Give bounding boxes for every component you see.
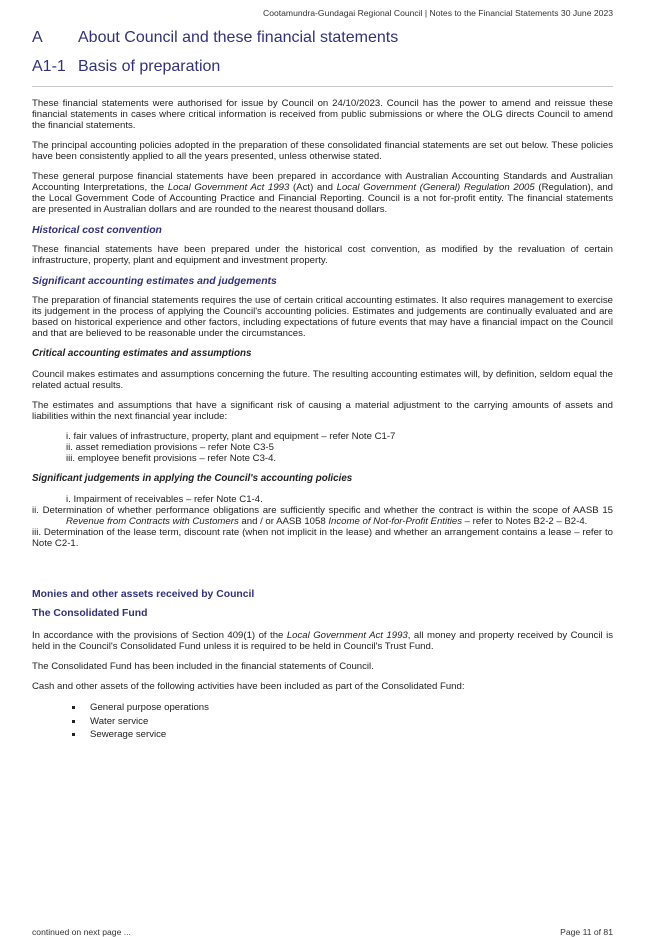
consolidated-fund-paragraph-3: Cash and other assets of the following activities have been included as part of the Consolidated Fund: — [32, 681, 465, 692]
judgements-list — [32, 494, 613, 549]
subsection-number: A1-1 — [32, 58, 66, 75]
text-run: (Act) and — [289, 182, 337, 193]
critical-estimates-list — [32, 431, 613, 464]
list-item-text: Water service — [90, 715, 149, 727]
section-number: A — [32, 29, 43, 46]
list-item: iii. Determination of the lease term, discount rate (when not implicit in the lease) and whether an arrangement contains a lease – refer to Note C2-1. — [32, 527, 613, 549]
consolidated-fund-paragraph-2: The Consolidated Fund has been included in the financial statements of Council. — [32, 661, 374, 672]
title-divider — [32, 86, 613, 87]
act-title: Local Government Act 1993 — [286, 630, 408, 641]
list-item — [32, 505, 613, 527]
spacer — [32, 558, 613, 588]
running-header: Cootamundra-Gundagai Regional Council | Notes to the Financial Statements 30 June 2023 — [262, 8, 613, 18]
estimates-paragraph: The preparation of financial statements requires the use of certain critical accounting estimates. It also requires management to exercise its judgement in the process of applying the Council's accounting policies. Estimates and judgements are continually evaluated and are based on historical experience and other factors, including expectations of future events that may have a financial impact on the Council and that are believed to be reasonable under the circumstances. — [32, 295, 613, 339]
list-item — [72, 715, 613, 729]
list-item-text: General purpose operations — [90, 702, 209, 713]
continued-note: continued on next page ... — [32, 927, 131, 937]
bullet-square-icon — [72, 720, 75, 723]
page — [32, 0, 613, 935]
critical-estimates-heading: Critical accounting estimates and assumptions — [32, 348, 252, 359]
critical-estimates-paragraph-1: Council makes estimates and assumptions concerning the future. The resulting accounting estimates will, by definition, seldom equal the related actual results. — [32, 369, 613, 391]
text-run: – refer to Notes B2-2 – B2-4. — [462, 516, 588, 527]
page-number: Page 11 of 81 — [560, 927, 613, 937]
text-run: ii. Determination of whether performance obligations are sufficiently specific and whether the contract is within the scope of AASB 15 — [32, 505, 613, 516]
bullet-square-icon — [72, 706, 75, 709]
consolidated-fund-paragraph-1 — [32, 630, 613, 652]
estimates-heading: Significant accounting estimates and judgements — [32, 276, 277, 287]
text-run: In accordance with the provisions of Section 409(1) of the — [32, 630, 287, 641]
list-item: i. Impairment of receivables – refer Note C1-4. — [66, 494, 263, 505]
text-run: (Regulation), and the Local Government Code of Accounting Practice and Financial Reporting. Council is a not for-profit entity. The financial statements are presented in Australian dollars and are rounded to the nearest thousand dollars. — [32, 182, 613, 215]
list-item — [72, 728, 613, 742]
text-run: These general purpose financial statements have been prepared in accordance with Australian Accounting Standards and Australian Accounting Interpretations, the — [32, 171, 613, 193]
text-run: and / or AASB 1058 — [238, 516, 329, 527]
authorisation-paragraph: These financial statements were authorised for issue by Council on 24/10/2023. Council has the power to amend and reissue these financial statements in cases where critical information is received from public submissions or where the OLG directs Council to amend the financial statements. — [32, 98, 613, 131]
list-item — [72, 701, 613, 715]
list-item: ii. asset remediation provisions – refer Note C3-5 — [66, 442, 274, 453]
regulation-title: Local Government (General) Regulation 2005 — [336, 182, 535, 193]
principal-policies-paragraph: The principal accounting policies adopted in the preparation of these consolidated financial statements are set out below. These policies have been consistently applied to all the years presented, unless otherwise stated. — [32, 140, 613, 162]
historical-cost-paragraph: These financial statements have been prepared under the historical cost convention, as modified by the revaluation of certain infrastructure, property, plant and equipment and investment property. — [32, 244, 613, 266]
significant-judgements-heading: Significant judgements in applying the Council's accounting policies — [32, 473, 353, 484]
list-item-text: Sewerage service — [90, 729, 167, 740]
content — [32, 98, 613, 742]
list-item: iii. employee benefit provisions – refer Note C3-4. — [66, 453, 277, 464]
subsection-title — [32, 58, 220, 76]
general-purpose-paragraph — [32, 171, 613, 215]
consolidated-fund-heading: The Consolidated Fund — [32, 608, 148, 619]
standard-title: Income of Not-for-Profit Entities — [328, 516, 463, 527]
standard-title: Revenue from Contracts with Customers — [66, 516, 239, 527]
act-title: Local Government Act 1993 — [167, 182, 290, 193]
bullet-square-icon — [72, 733, 75, 736]
section-title — [32, 29, 398, 47]
monies-heading: Monies and other assets received by Council — [32, 589, 255, 600]
critical-estimates-paragraph-2: The estimates and assumptions that have a significant risk of causing a material adjustment to the carrying amounts of assets and liabilities within the next financial year include: — [32, 400, 613, 422]
text-run: , all money and property received by Council is held in the Council's Consolidated Fund unless it is required to be held in Council's Trust Fund. — [32, 630, 614, 652]
list-item: i. fair values of infrastructure, property, plant and equipment – refer Note C1-7 — [66, 431, 396, 442]
activities-list — [32, 701, 613, 742]
historical-cost-heading: Historical cost convention — [32, 225, 162, 236]
section-title-text: About Council and these financial statements — [78, 29, 399, 46]
subsection-title-text: Basis of preparation — [78, 58, 221, 75]
